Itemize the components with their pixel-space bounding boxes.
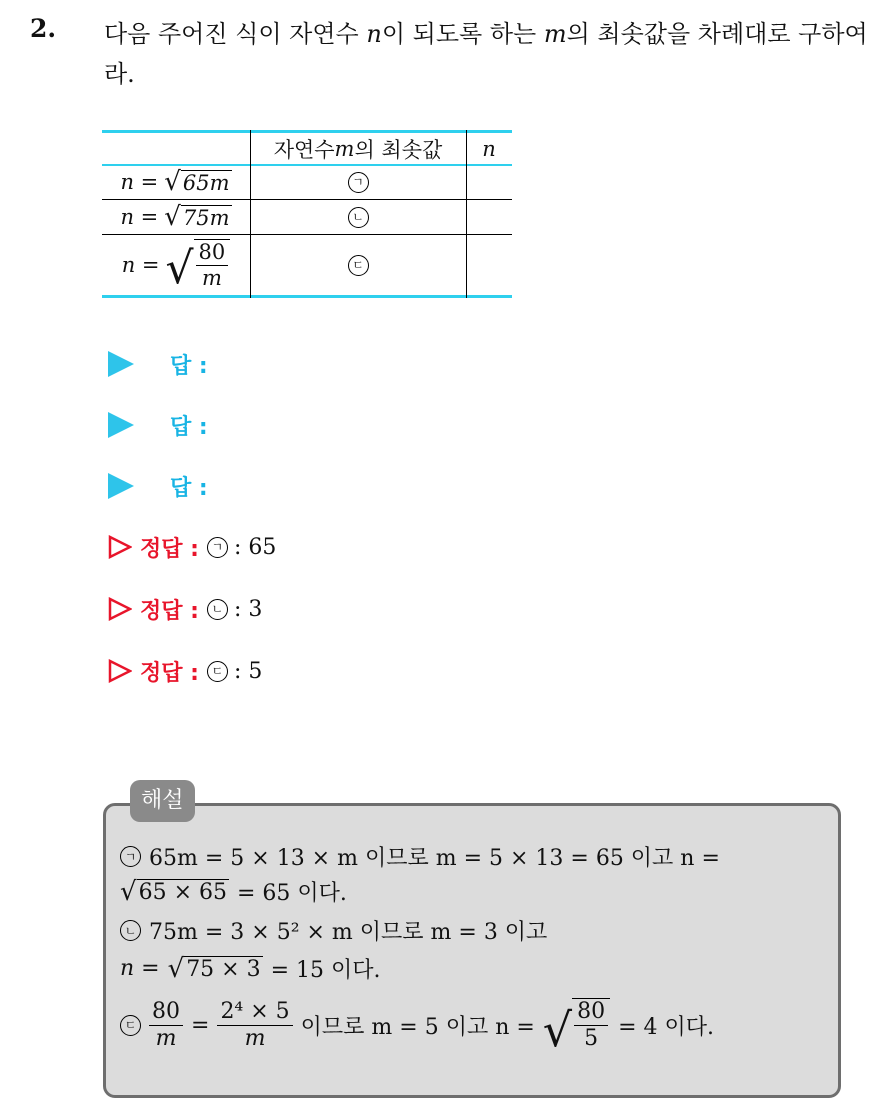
solution-row bbox=[108, 527, 276, 567]
header-text: 의 최솟값 bbox=[354, 137, 443, 162]
explanation-line bbox=[120, 953, 381, 984]
radicand: 75 × 3 bbox=[186, 956, 261, 982]
expr-lhs: n = bbox=[120, 170, 159, 194]
table-row-marker bbox=[250, 200, 466, 234]
answer-label: 답 : bbox=[170, 414, 208, 440]
frac-den: m bbox=[201, 266, 222, 290]
table-row-marker bbox=[250, 165, 466, 199]
frac-num: 2⁴ × 5 bbox=[217, 999, 292, 1026]
frac-num: 80 bbox=[149, 999, 183, 1026]
expr-lhs: n = bbox=[120, 205, 159, 229]
outline-triangle-icon bbox=[108, 659, 132, 683]
sqrt-expr bbox=[164, 169, 231, 195]
question-text-part: 이 되도록 하는 bbox=[381, 20, 544, 48]
circled-marker: ㄱ bbox=[207, 537, 228, 558]
sqrt-symbol: √ bbox=[165, 243, 194, 295]
sqrt-expr bbox=[167, 953, 263, 984]
sqrt-expr bbox=[164, 204, 231, 230]
sqrt-symbol: √ bbox=[542, 1002, 573, 1057]
explanation-line bbox=[120, 915, 547, 946]
frac-den: m bbox=[155, 1025, 177, 1051]
frac-num: 80 bbox=[196, 240, 229, 266]
fraction bbox=[149, 999, 183, 1053]
solution-row bbox=[108, 589, 262, 629]
answer-row[interactable] bbox=[108, 344, 208, 384]
radicand: 65m bbox=[182, 171, 230, 195]
header-min-m bbox=[250, 132, 466, 165]
explanation-line bbox=[120, 998, 715, 1057]
circled-marker: ㄷ bbox=[207, 661, 228, 682]
fraction bbox=[217, 999, 292, 1053]
equals-sign: = bbox=[191, 1012, 210, 1038]
header-var: m bbox=[334, 136, 355, 161]
frac-num: 80 bbox=[574, 999, 608, 1026]
question-text-part: 다음 주어진 식이 자연수 bbox=[104, 20, 367, 48]
circled-marker: ㄱ bbox=[120, 846, 141, 867]
explanation-text: = 15 이다. bbox=[270, 958, 381, 983]
sqrt-symbol: √ bbox=[120, 876, 137, 907]
table-row-expr bbox=[102, 165, 250, 199]
radicand bbox=[194, 239, 231, 291]
fraction bbox=[196, 240, 229, 291]
solution-value bbox=[207, 597, 262, 622]
table-row-marker bbox=[250, 235, 466, 295]
answer-row[interactable] bbox=[108, 405, 208, 445]
table-bottom-rule bbox=[102, 295, 512, 298]
explanation-title: 해설 bbox=[130, 780, 195, 822]
frac-den: 5 bbox=[584, 1026, 599, 1052]
sqrt-expr bbox=[165, 239, 231, 295]
solution-label: 정답 : bbox=[140, 660, 199, 686]
sqrt-symbol: √ bbox=[164, 167, 181, 197]
circled-marker: ㄱ bbox=[348, 172, 369, 193]
sqrt-symbol: √ bbox=[167, 953, 185, 984]
play-arrow-icon bbox=[108, 412, 134, 438]
sqrt-expr bbox=[542, 998, 610, 1057]
solution-value bbox=[207, 535, 276, 560]
solution-label: 정답 : bbox=[140, 536, 199, 562]
solution-number: : 3 bbox=[233, 596, 263, 622]
frac-den: m bbox=[244, 1025, 266, 1051]
solution-row bbox=[108, 651, 262, 691]
explanation-text: = 4 이다. bbox=[618, 1014, 715, 1040]
outline-triangle-icon bbox=[108, 535, 132, 559]
var-n: n bbox=[366, 20, 382, 48]
radicand: 75m bbox=[182, 206, 230, 230]
var-m: m bbox=[543, 20, 567, 48]
question-text-part: 의 최솟값을 차례대로 구하여라. bbox=[104, 20, 868, 88]
explanation-text: = 65 이다. bbox=[237, 881, 347, 906]
expr-lhs: n = bbox=[121, 253, 160, 277]
circled-marker: ㄴ bbox=[120, 920, 141, 941]
solution-value bbox=[207, 659, 262, 684]
solution-number: : 5 bbox=[233, 658, 263, 684]
radicand: 65 × 65 bbox=[138, 879, 227, 905]
explanation-line bbox=[120, 841, 720, 872]
solution-number: : 65 bbox=[233, 534, 277, 560]
outline-triangle-icon bbox=[108, 597, 132, 621]
question-text bbox=[104, 14, 874, 94]
radicand bbox=[572, 998, 610, 1053]
answer-label: 답 : bbox=[170, 475, 208, 501]
solution-label: 정답 : bbox=[140, 598, 199, 624]
sqrt-expr bbox=[120, 876, 229, 907]
table-row-expr bbox=[102, 200, 250, 234]
expr-lhs: n = bbox=[120, 956, 160, 981]
answer-label: 답 : bbox=[170, 353, 208, 379]
problem-table bbox=[102, 130, 512, 298]
play-arrow-icon bbox=[108, 473, 134, 499]
explanation-line bbox=[120, 876, 347, 907]
question-number: 2. bbox=[30, 14, 57, 43]
sqrt-symbol: √ bbox=[164, 202, 181, 232]
explanation-text: 65m = 5 × 13 × m 이므로 m = 5 × 13 = 65 이고 n = bbox=[149, 846, 720, 871]
table-row-expr bbox=[102, 235, 250, 295]
circled-marker: ㄴ bbox=[348, 207, 369, 228]
circled-marker: ㄴ bbox=[207, 599, 228, 620]
fraction bbox=[574, 999, 608, 1053]
play-arrow-icon bbox=[108, 351, 134, 377]
header-n: n bbox=[482, 136, 496, 161]
header-text: 자연수 bbox=[273, 137, 335, 162]
answer-row[interactable] bbox=[108, 466, 208, 506]
explanation-text: 75m = 3 × 5² × m 이므로 m = 3 이고 bbox=[149, 920, 548, 945]
circled-marker: ㄷ bbox=[348, 255, 369, 276]
circled-marker: ㄷ bbox=[120, 1015, 141, 1036]
explanation-text: 이므로 m = 5 이고 n = bbox=[300, 1014, 535, 1040]
